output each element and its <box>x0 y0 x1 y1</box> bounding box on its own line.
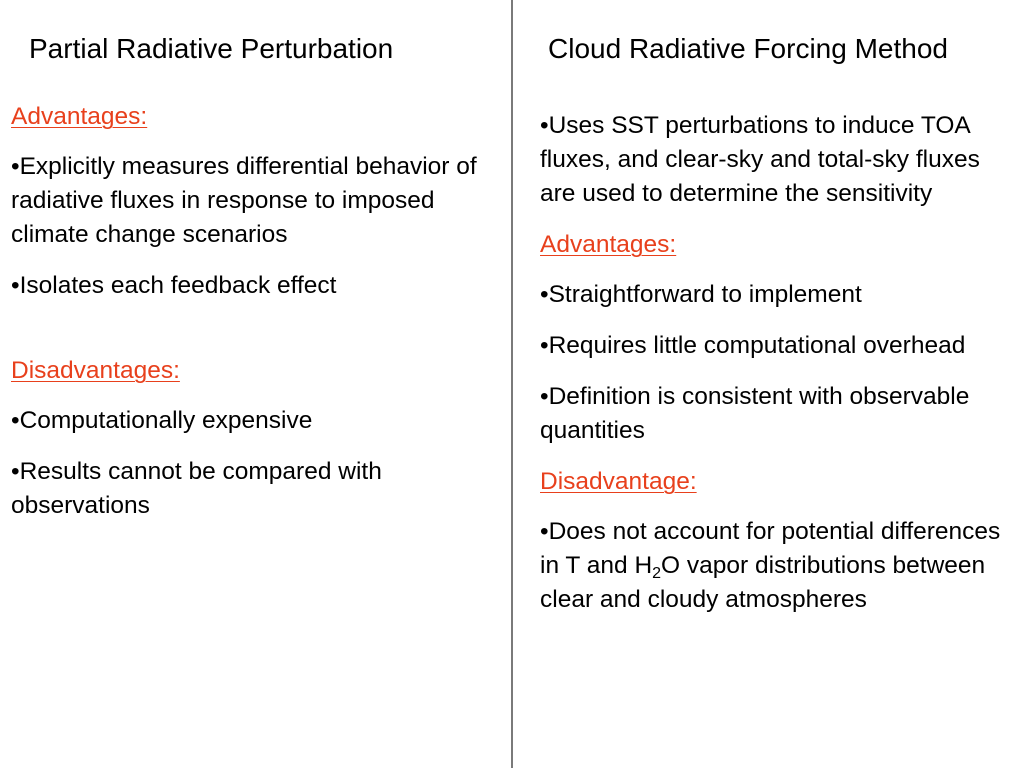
left-advantage-item: •Isolates each feedback effect <box>11 272 337 299</box>
subscript-two: 2 <box>652 565 662 582</box>
right-advantage-item: •Requires little computational overhead <box>540 332 966 359</box>
right-column <box>540 109 1018 634</box>
right-advantages-heading: Advantages: <box>540 231 677 258</box>
left-advantage-item: •Explicitly measures differential behavior of radiative fluxes in response to imposed climate change scenarios <box>11 153 477 248</box>
disadvantage-text-after: O vapor distributions between clear and cloudy atmospheres <box>540 552 986 613</box>
right-column-title: Cloud Radiative Forcing Method <box>548 33 948 64</box>
spacer <box>11 320 501 354</box>
right-advantage-item: •Definition is consistent with observable quantities <box>540 383 970 444</box>
left-disadvantages-heading: Disadvantages: <box>11 357 180 384</box>
column-divider <box>511 0 513 768</box>
left-advantages-heading: Advantages: <box>11 103 148 130</box>
left-column <box>11 100 501 540</box>
right-disadvantage-item <box>540 515 1018 617</box>
left-disadvantage-item: •Results cannot be compared with observations <box>11 458 382 519</box>
left-disadvantage-item: •Computationally expensive <box>11 407 313 434</box>
left-column-title: Partial Radiative Perturbation <box>29 33 394 64</box>
right-intro-item: •Uses SST perturbations to induce TOA fluxes, and clear-sky and total-sky fluxes are used to determine the sensitivity <box>540 112 980 207</box>
right-disadvantage-heading: Disadvantage: <box>540 468 697 495</box>
right-advantage-item: •Straightforward to implement <box>540 281 862 308</box>
disadvantage-text-before: •Does not account for potential differences in T and H <box>540 518 1001 579</box>
